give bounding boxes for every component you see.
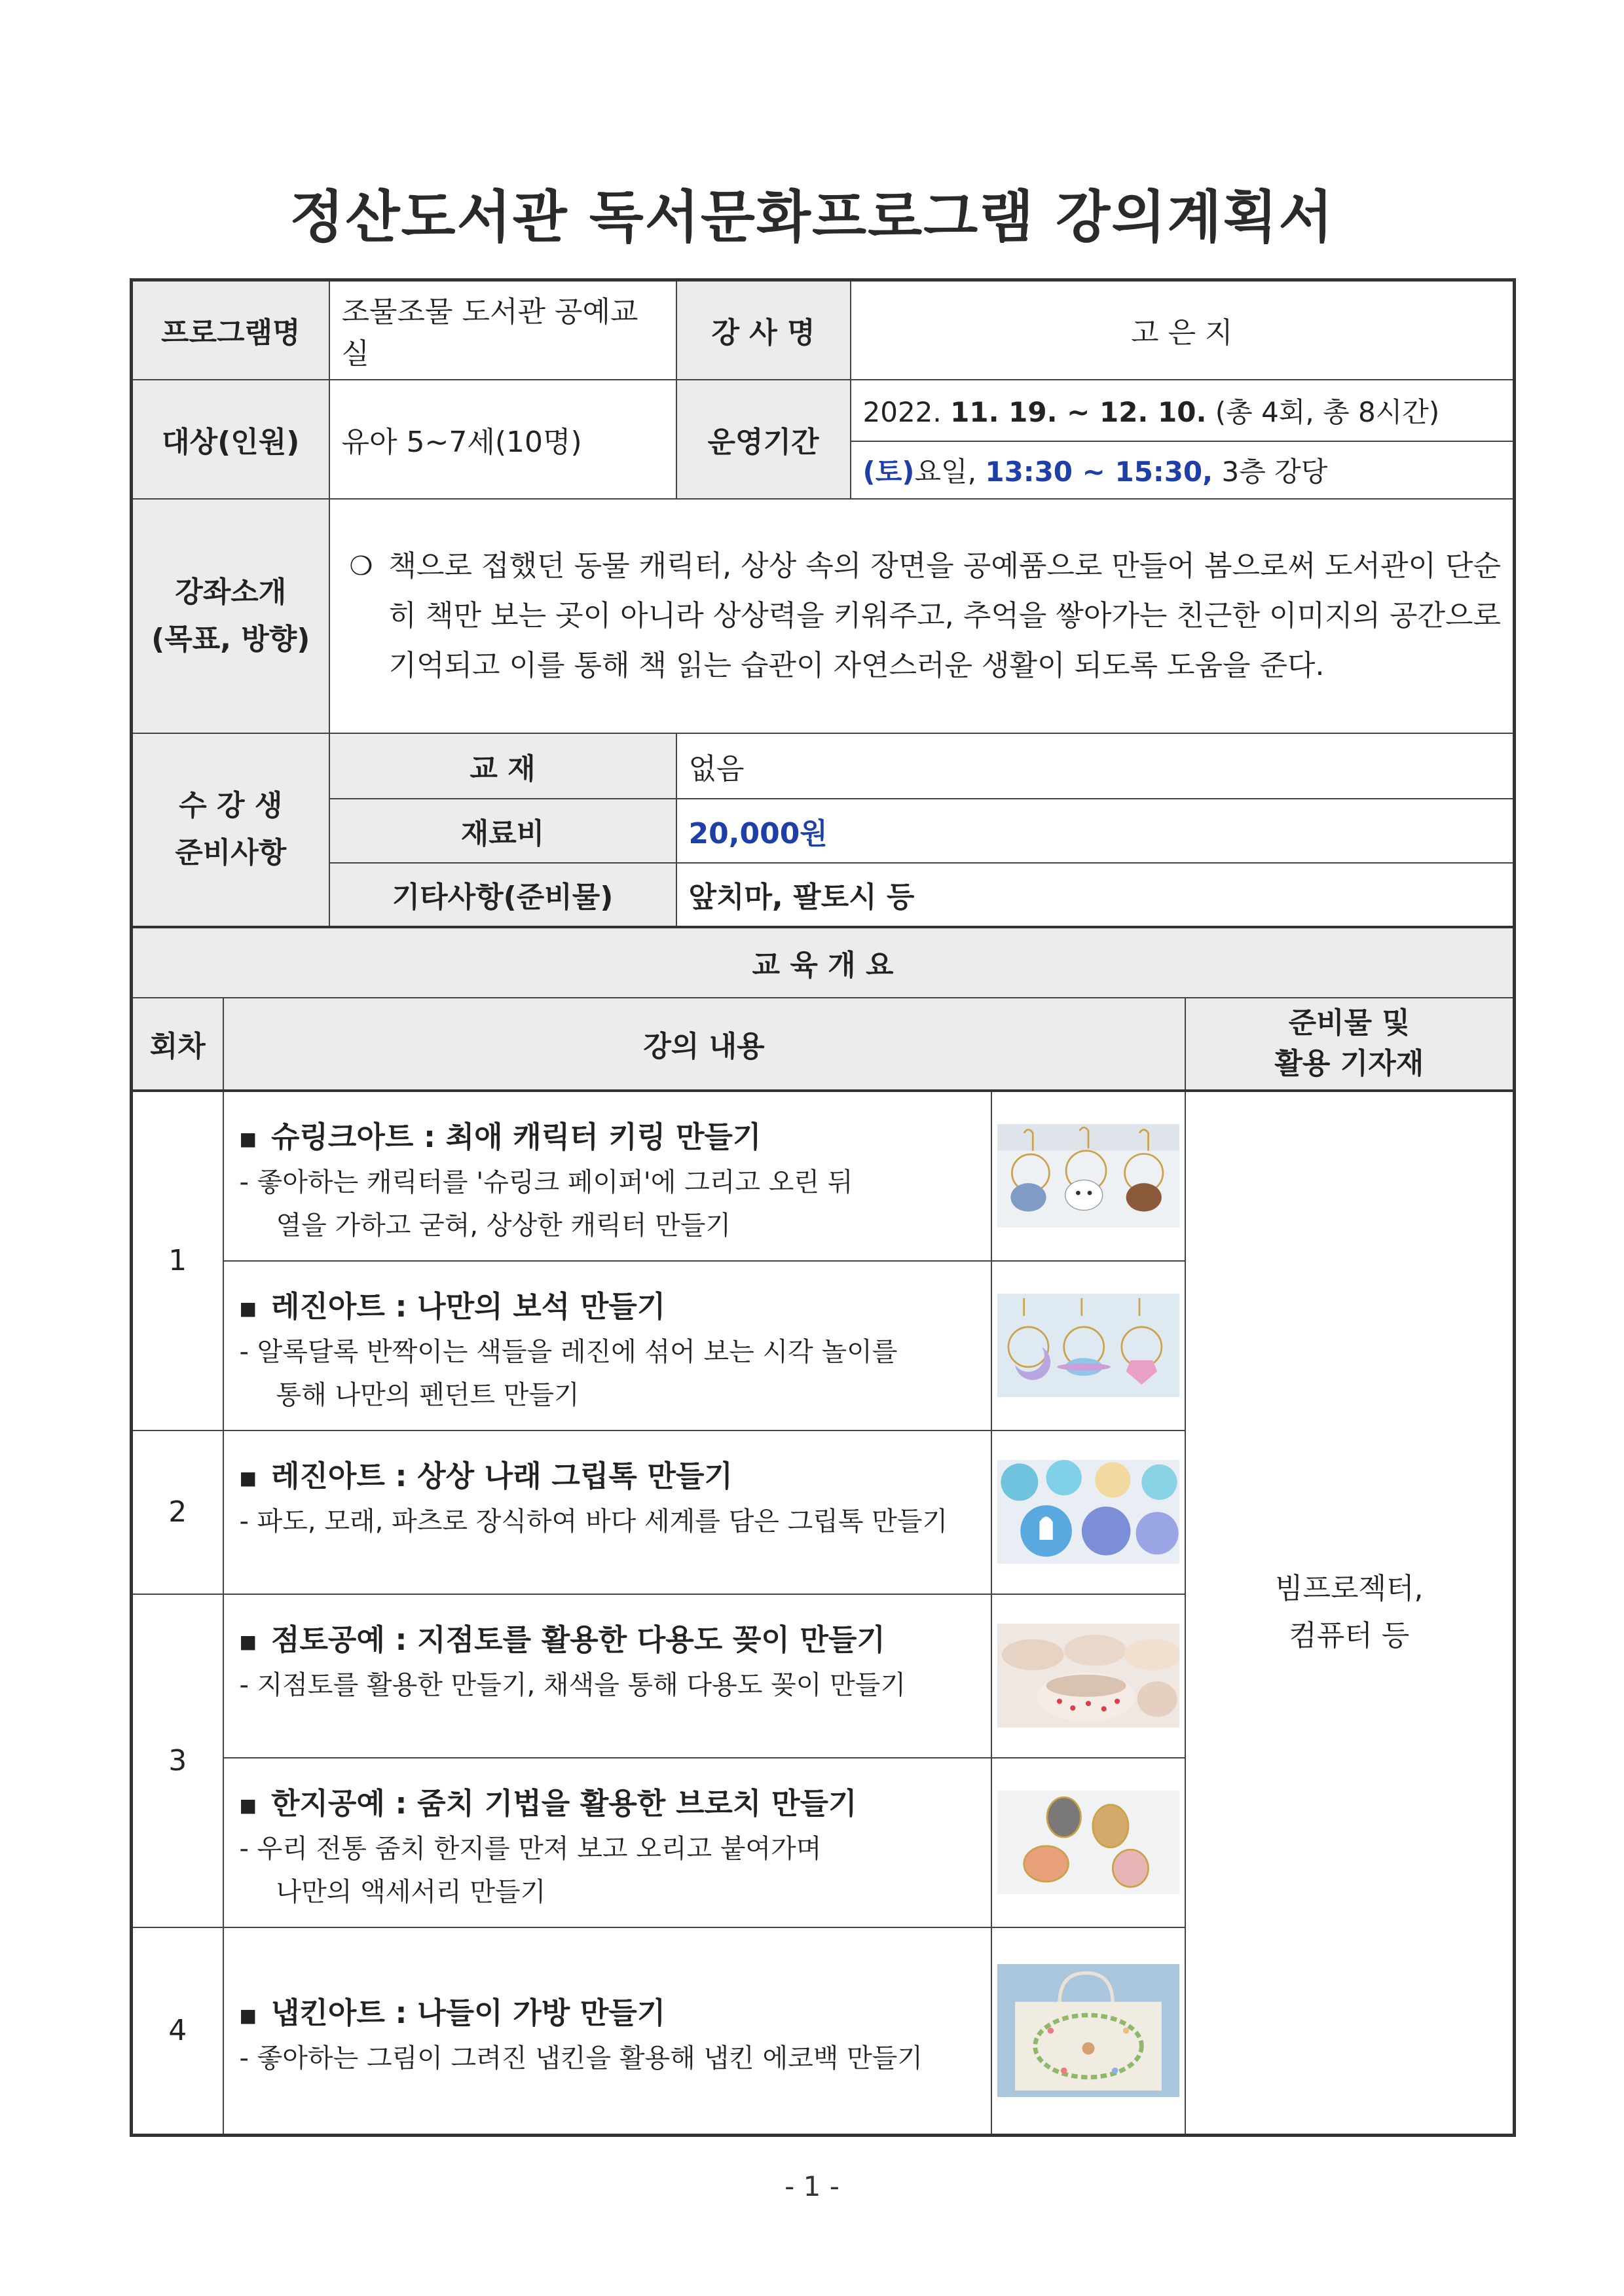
lesson-title — [240, 1989, 984, 2032]
lesson-title — [240, 1283, 984, 1325]
page-number: - 1 - — [784, 2170, 840, 2202]
hanji-brooch-image — [997, 1791, 1179, 1895]
square-bullet-icon: ■ — [239, 2004, 257, 2026]
program-name-label: 프로그램명 — [132, 280, 329, 380]
lesson-title — [240, 1452, 984, 1495]
lesson-desc — [240, 2037, 984, 2080]
intro-label — [132, 499, 329, 733]
pendant-photo — [991, 1261, 1185, 1430]
prep-label-line2: 준비사항 — [175, 836, 287, 869]
period-day: (토) — [862, 455, 915, 488]
session-number: 1 — [132, 1091, 223, 1430]
lesson-desc-line2: 통해 나만의 펜던트 만들기 — [276, 1379, 580, 1410]
material-fee-value: 20,000원 — [676, 799, 1515, 863]
session-header: 회차 — [132, 998, 223, 1091]
target-value: 유아 5~7세(10명) — [329, 380, 676, 499]
textbook-label: 교 재 — [329, 733, 676, 799]
lesson-desc-line1: - 파도, 모래, 파츠로 장식하여 바다 세계를 담은 그립톡 만들기 — [239, 1506, 948, 1537]
resin-griptok-image — [997, 1460, 1179, 1564]
circle-bullet-icon: ❍ — [349, 551, 373, 581]
lesson-cell — [223, 1927, 991, 2136]
griptok-photo — [991, 1430, 1185, 1594]
material-fee-label: 재료비 — [329, 799, 676, 863]
content-header: 강의 내용 — [223, 998, 1185, 1091]
intro-text-cell — [329, 499, 1515, 733]
period-dates — [851, 380, 1515, 441]
keyring-photo — [991, 1091, 1185, 1261]
lesson-cell — [223, 1430, 991, 1594]
square-bullet-icon: ■ — [239, 1128, 257, 1150]
overview-title: 교 육 개 요 — [132, 927, 1515, 998]
intro-label-line2: (목표, 방향) — [151, 622, 310, 656]
other-items-value: 앞치마, 팔토시 등 — [676, 863, 1515, 927]
lesson-cell — [223, 1091, 991, 1261]
lesson-desc-line2: 열을 가하고 굳혀, 상상한 캐릭터 만들기 — [276, 1210, 731, 1241]
clay-holder-photo — [991, 1594, 1185, 1758]
resin-pendant-image — [997, 1294, 1179, 1398]
lesson-desc — [240, 1664, 984, 1707]
intro-text: 책으로 접했던 동물 캐릭터, 상상 속의 장면을 공예품으로 만들어 봄으로써 도서관이 단순히 책만 보는 곳이 아니라 상상력을 키워주고, 추억을 쌓아가는 친근한 이미지의 공간으로 기억되고 이를 통해 책 읽는 습관이 자연스러운 생활이 되도록 도움을 준다. — [388, 549, 1502, 682]
instructor-value: 고 은 지 — [851, 280, 1515, 380]
target-label: 대상(인원) — [132, 380, 329, 499]
napkin-bag-image — [997, 1964, 1179, 2097]
materials-header-line2: 활용 기자재 — [1274, 1047, 1424, 1080]
lesson-title — [240, 1779, 984, 1822]
lesson-cell — [223, 1261, 991, 1430]
program-name-value: 조물조물 도서관 공예교실 — [329, 280, 676, 380]
materials-line2: 컴퓨터 등 — [1289, 1619, 1410, 1653]
shrink-art-keyring-image — [997, 1124, 1179, 1228]
period-year: 2022. — [862, 395, 942, 428]
square-bullet-icon: ■ — [239, 1467, 257, 1489]
period-total: (총 4회, 총 8시간) — [1215, 395, 1440, 428]
lesson-cell — [223, 1594, 991, 1758]
prep-label — [132, 733, 329, 927]
lecture-plan-table — [130, 278, 1516, 2137]
clay-holder-image — [997, 1624, 1179, 1728]
period-place: 3층 강당 — [1221, 455, 1328, 488]
lesson-title — [240, 1616, 984, 1658]
lesson-desc-line2: 나만의 액세서리 만들기 — [276, 1876, 546, 1907]
lesson-desc-line1: - 지점토를 활용한 만들기, 채색을 통해 다용도 꽂이 만들기 — [239, 1669, 906, 1700]
materials-line1: 빔프로젝터, — [1275, 1572, 1424, 1606]
textbook-value: 없음 — [676, 733, 1515, 799]
materials-header-line1: 준비물 및 — [1288, 1006, 1410, 1040]
prep-label-line1: 수 강 생 — [179, 789, 283, 822]
lesson-desc — [240, 1827, 984, 1914]
lesson-title-text: 레진아트 : 상상 나래 그립톡 만들기 — [270, 1458, 733, 1493]
session-number: 4 — [132, 1927, 223, 2136]
session-number: 3 — [132, 1594, 223, 1927]
lesson-title-text: 한지공예 : 줌치 기법을 활용한 브로치 만들기 — [270, 1785, 857, 1821]
other-items-label: 기타사항(준비물) — [329, 863, 676, 927]
session-number: 2 — [132, 1430, 223, 1594]
materials-cell — [1185, 1091, 1515, 2136]
instructor-label: 강 사 명 — [676, 280, 851, 380]
lesson-title-text: 슈링크아트 : 최애 캐릭터 키링 만들기 — [270, 1119, 762, 1154]
materials-header — [1185, 998, 1515, 1091]
period-schedule — [851, 441, 1515, 499]
square-bullet-icon: ■ — [239, 1631, 257, 1652]
lesson-desc-line1: - 좋아하는 그림이 그려진 냅킨을 활용해 냅킨 에코백 만들기 — [239, 2043, 923, 2074]
lesson-title — [240, 1113, 984, 1156]
square-bullet-icon: ■ — [239, 1795, 257, 1816]
lesson-desc — [240, 1330, 984, 1417]
bag-photo — [991, 1927, 1185, 2136]
period-day-suffix: 요일, — [914, 455, 976, 488]
period-range: 11. 19. ~ 12. 10. — [950, 395, 1207, 428]
lesson-desc — [240, 1500, 984, 1543]
square-bullet-icon: ■ — [239, 1298, 257, 1319]
lesson-title-text: 레진아트 : 나만의 보석 만들기 — [270, 1288, 666, 1324]
period-time: 13:30 ~ 15:30, — [985, 455, 1213, 488]
lesson-cell — [223, 1758, 991, 1927]
lesson-title-text: 냅킨아트 : 나들이 가방 만들기 — [270, 1995, 666, 2031]
lesson-desc-line1: - 우리 전통 줌치 한지를 만져 보고 오리고 붙여가며 — [239, 1833, 822, 1864]
lesson-title-text: 점토공예 : 지점토를 활용한 다용도 꽂이 만들기 — [270, 1622, 885, 1657]
intro-label-line1: 강좌소개 — [175, 575, 287, 609]
lesson-desc — [240, 1161, 984, 1247]
lesson-desc-line1: - 알록달록 반짝이는 색들을 레진에 섞어 보는 시각 놀이를 — [239, 1336, 898, 1367]
period-label: 운영기간 — [676, 380, 851, 499]
document-title: 정산도서관 독서문화프로그램 강의계획서 — [289, 185, 1335, 250]
brooch-photo — [991, 1758, 1185, 1927]
lesson-desc-line1: - 좋아하는 캐릭터를 '슈링크 페이퍼'에 그리고 오린 뒤 — [239, 1167, 853, 1197]
